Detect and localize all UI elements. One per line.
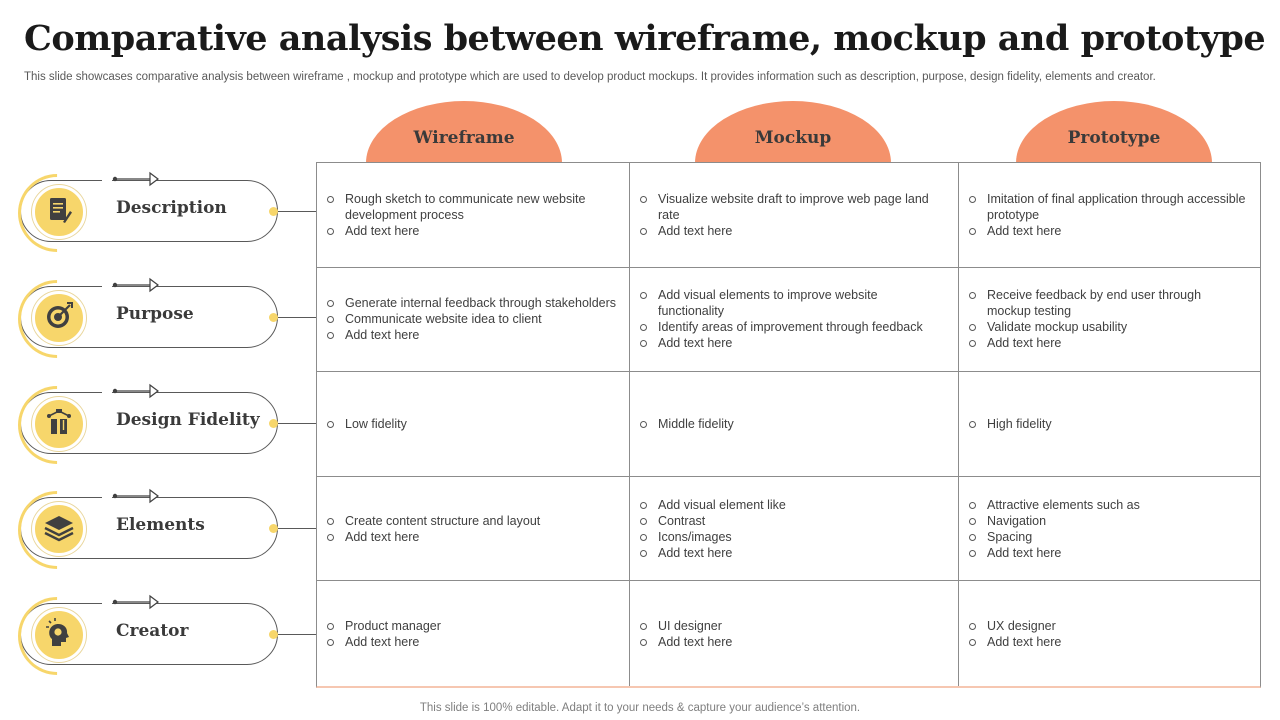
arrow-icon <box>112 487 168 505</box>
table-cell <box>630 581 959 686</box>
bullet-item <box>327 634 617 650</box>
table-cell <box>317 163 630 268</box>
column-header-label: Mockup <box>754 128 832 148</box>
bullet-circle-icon <box>969 502 976 509</box>
bullet-item <box>969 513 1248 529</box>
bullet-item <box>640 497 946 513</box>
capsule-gap <box>102 179 112 182</box>
row-label-creator <box>18 595 318 675</box>
bullet-text: UX designer <box>987 618 1056 633</box>
table-cell <box>959 372 1260 477</box>
connector-line <box>278 317 316 318</box>
bullet-text: Attractive elements such as <box>987 497 1140 512</box>
bullet-text: Generate internal feedback through stakeholders <box>345 296 617 311</box>
bullet-circle-icon <box>327 639 334 646</box>
table-cell <box>959 268 1260 373</box>
capsule-gap <box>102 496 112 499</box>
arrow-icon <box>112 276 168 294</box>
bullet-circle-icon <box>640 421 647 428</box>
bullet-circle-icon <box>969 639 976 646</box>
connector-dot <box>269 524 278 533</box>
bullet-text: Add text here <box>345 634 420 649</box>
bullet-circle-icon <box>640 324 647 331</box>
bullet-circle-icon <box>969 340 976 347</box>
row-label-text: Design Fidelity <box>116 410 260 430</box>
bullet-circle-icon <box>640 502 647 509</box>
connector-dot <box>269 419 278 428</box>
bullet-item <box>969 416 1248 432</box>
row-label-purpose <box>18 278 318 358</box>
column-header-label: Prototype <box>1067 128 1161 148</box>
bullet-circle-icon <box>640 228 647 235</box>
bullet-item <box>640 319 946 335</box>
bullet-item <box>327 416 617 432</box>
comparison-table <box>316 162 1261 688</box>
table-cell <box>630 477 959 582</box>
bullet-text: Rough sketch to communicate new website development process <box>345 191 586 222</box>
bullet-circle-icon <box>327 300 334 307</box>
bullet-item <box>327 618 617 634</box>
bullet-circle-icon <box>969 421 976 428</box>
bullet-text: Communicate website idea to client <box>345 312 542 327</box>
row-label-design-fidelity <box>18 384 318 464</box>
bullet-text: Add visual element like <box>658 497 786 512</box>
bullet-item <box>327 529 617 545</box>
bullet-item <box>969 335 1248 351</box>
bullet-text: Receive feedback by end user through mockup testing <box>987 288 1202 319</box>
connector-line <box>278 423 316 424</box>
page-title: Comparative analysis between wireframe, mockup and prototype <box>24 18 1266 59</box>
bullet-item <box>640 191 946 223</box>
connector-dot <box>269 630 278 639</box>
bullet-circle-icon <box>327 623 334 630</box>
row-badge <box>32 291 86 345</box>
bullet-circle-icon <box>969 518 976 525</box>
capsule-gap <box>102 391 112 394</box>
bullet-item <box>640 416 946 432</box>
head-idea-icon <box>43 617 75 654</box>
table-cell <box>959 581 1260 686</box>
table-cell <box>630 268 959 373</box>
bullet-item <box>640 545 946 561</box>
bullet-text: Add text here <box>658 545 733 560</box>
bullet-item <box>327 223 617 239</box>
bullet-text: Add text here <box>987 336 1062 351</box>
bullet-text: Create content structure and layout <box>345 513 541 528</box>
bullet-circle-icon <box>327 421 334 428</box>
bullet-item <box>640 529 946 545</box>
bullet-circle-icon <box>327 196 334 203</box>
row-badge <box>32 397 86 451</box>
table-cell <box>317 268 630 373</box>
bullet-item <box>640 287 946 319</box>
arrow-icon <box>112 170 168 188</box>
footer-note: This slide is 100% editable. Adapt it to your needs & capture your audience’s attention. <box>419 702 861 714</box>
bullet-text: Middle fidelity <box>658 416 734 431</box>
bullet-circle-icon <box>969 228 976 235</box>
bullet-item <box>969 634 1248 650</box>
row-badge <box>32 502 86 556</box>
bullet-text: Add text here <box>987 634 1062 649</box>
bullet-text: Low fidelity <box>345 416 407 431</box>
bullet-circle-icon <box>969 324 976 331</box>
table-cell <box>959 477 1260 582</box>
page-subtitle: This slide showcases comparative analysis between wireframe , mockup and prototype which are used to develop product mockups. It provides information such as description, purpose, design fidelity, elements and creator. <box>24 71 1156 83</box>
bullet-item <box>327 513 617 529</box>
bullet-text: High fidelity <box>987 416 1052 431</box>
bullet-circle-icon <box>327 228 334 235</box>
bullet-circle-icon <box>640 292 647 299</box>
row-badge <box>32 608 86 662</box>
bullet-item <box>969 529 1248 545</box>
bullet-circle-icon <box>969 550 976 557</box>
bullet-text: Validate mockup usability <box>987 320 1128 335</box>
connector-dot <box>269 207 278 216</box>
bullet-text: UI designer <box>658 618 722 633</box>
bullet-circle-icon <box>327 518 334 525</box>
capsule-gap <box>102 285 112 288</box>
table-cell <box>317 477 630 582</box>
bullet-item <box>327 295 617 311</box>
bullet-circle-icon <box>640 639 647 646</box>
bullet-text: Add text here <box>987 545 1062 560</box>
arrow-icon <box>112 593 168 611</box>
row-label-elements <box>18 489 318 569</box>
bullet-item <box>640 634 946 650</box>
bullet-item <box>969 319 1248 335</box>
bullet-text: Product manager <box>345 618 441 633</box>
row-label-text: Purpose <box>116 304 194 324</box>
bullet-circle-icon <box>969 196 976 203</box>
bullet-circle-icon <box>640 340 647 347</box>
bullet-text: Spacing <box>987 529 1033 544</box>
design-tools-icon <box>43 406 75 443</box>
bullet-text: Imitation of final application through accessible prototype <box>987 191 1246 222</box>
connector-line <box>278 211 316 212</box>
bullet-circle-icon <box>969 623 976 630</box>
bullet-circle-icon <box>640 534 647 541</box>
bullet-item <box>640 223 946 239</box>
bullet-text: Icons/images <box>658 529 732 544</box>
bullet-item <box>327 327 617 343</box>
bullet-item <box>969 191 1248 223</box>
bullet-circle-icon <box>969 292 976 299</box>
connector-line <box>278 634 316 635</box>
bullet-circle-icon <box>640 623 647 630</box>
bullet-circle-icon <box>327 534 334 541</box>
bullet-item <box>969 618 1248 634</box>
bullet-text: Add text here <box>658 336 733 351</box>
bullet-text: Contrast <box>658 513 706 528</box>
table-cell <box>317 372 630 477</box>
bullet-item <box>969 497 1248 513</box>
connector-line <box>278 528 316 529</box>
row-label-text: Creator <box>116 621 189 641</box>
bullet-item <box>969 223 1248 239</box>
arrow-icon <box>112 382 168 400</box>
bullet-circle-icon <box>327 332 334 339</box>
bullet-text: Add text here <box>345 328 420 343</box>
bullet-circle-icon <box>640 550 647 557</box>
bullet-text: Add text here <box>658 634 733 649</box>
connector-dot <box>269 313 278 322</box>
bullet-item <box>327 311 617 327</box>
target-icon <box>43 300 75 337</box>
bullet-text: Add text here <box>987 223 1062 238</box>
row-label-text: Description <box>116 198 227 218</box>
bullet-text: Add text here <box>345 529 420 544</box>
table-cell <box>317 581 630 686</box>
bullet-item <box>640 335 946 351</box>
row-label-description <box>18 172 318 252</box>
table-cell <box>959 163 1260 268</box>
row-badge <box>32 185 86 239</box>
capsule-gap <box>102 602 112 605</box>
bullet-item <box>969 287 1248 319</box>
bullet-text: Identify areas of improvement through feedback <box>658 320 923 335</box>
row-label-text: Elements <box>116 515 205 535</box>
column-header-label: Wireframe <box>413 128 515 148</box>
bullet-text: Add text here <box>658 223 733 238</box>
bullet-text: Visualize website draft to improve web page land rate <box>658 191 929 222</box>
bullet-item <box>640 513 946 529</box>
bullet-item <box>327 191 617 223</box>
bullet-text: Navigation <box>987 513 1047 528</box>
table-cell <box>630 372 959 477</box>
bullet-circle-icon <box>640 196 647 203</box>
layers-icon <box>42 512 76 547</box>
bullet-text: Add text here <box>345 223 420 238</box>
bullet-circle-icon <box>327 316 334 323</box>
bullet-item <box>640 618 946 634</box>
table-cell <box>630 163 959 268</box>
bullet-circle-icon <box>640 518 647 525</box>
bullet-circle-icon <box>969 534 976 541</box>
bullet-item <box>969 545 1248 561</box>
bullet-text: Add visual elements to improve website functionality <box>658 288 878 319</box>
document-pen-icon <box>44 195 74 230</box>
